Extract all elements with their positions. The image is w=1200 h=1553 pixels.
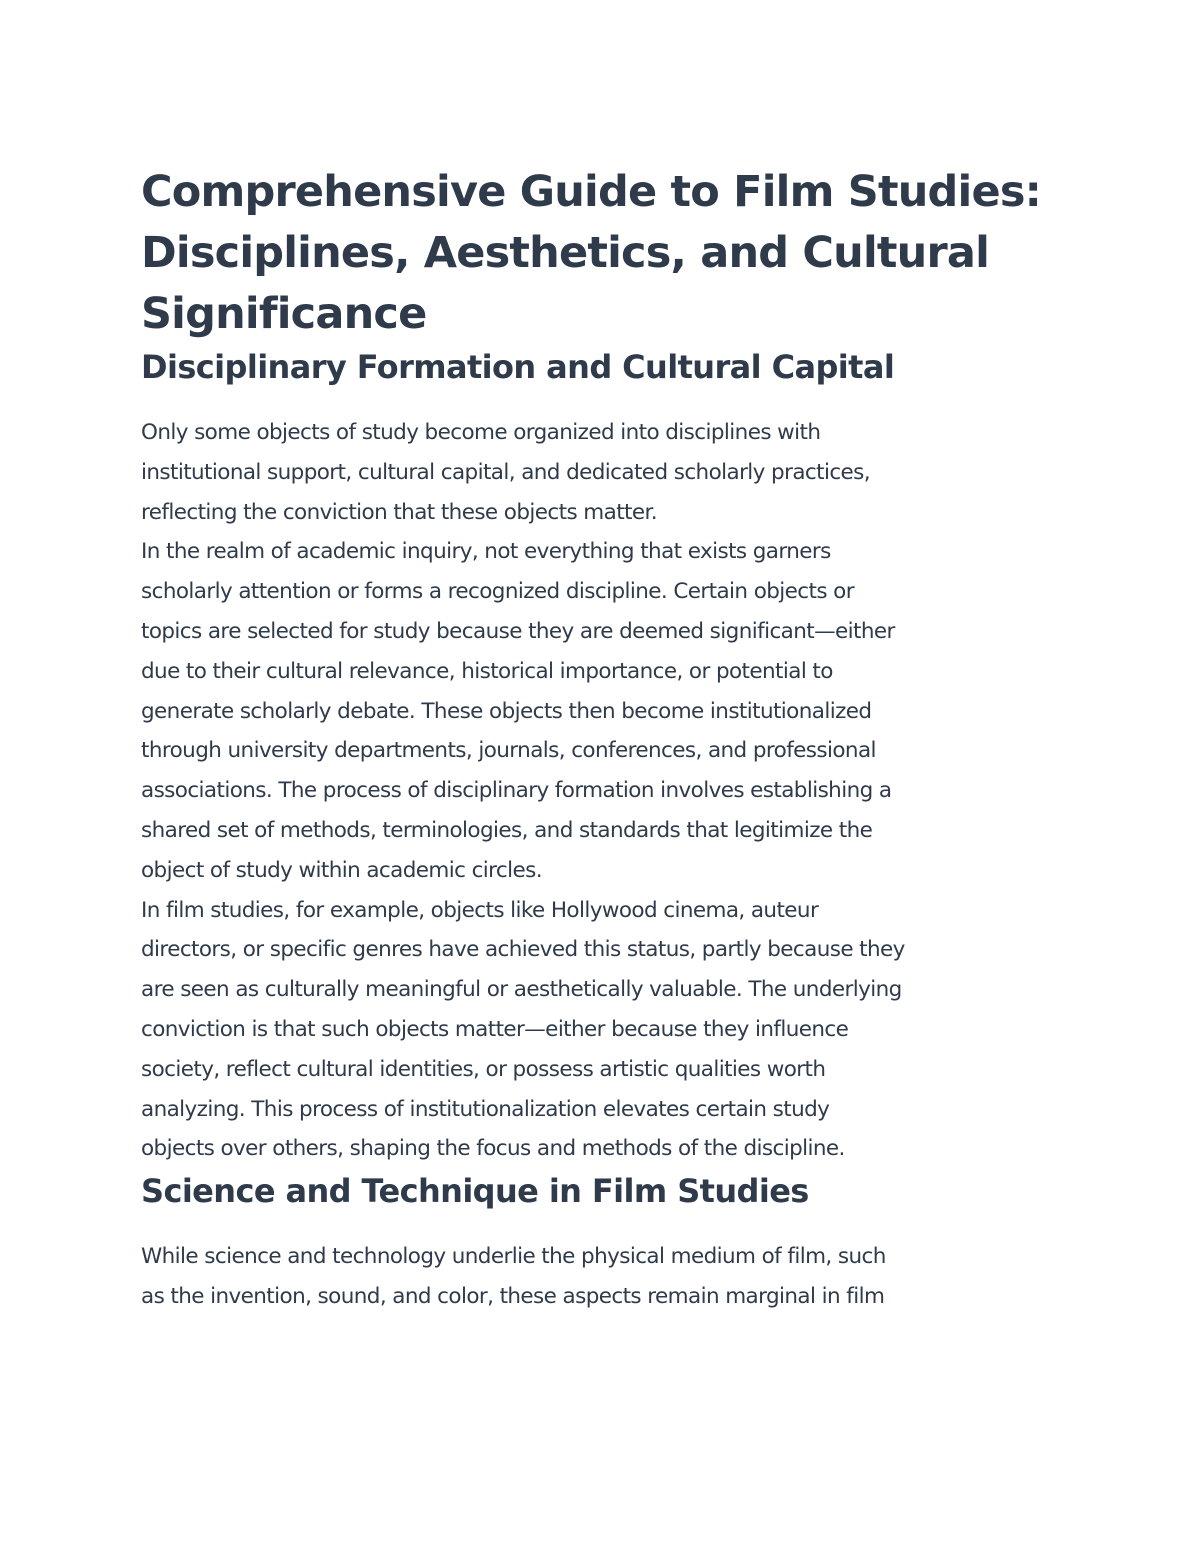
- paragraph: [141, 413, 1066, 532]
- text-line: due to their cultural relevance, historical importance, or potential to: [141, 658, 833, 684]
- text-line: are seen as culturally meaningful or aesthetically valuable. The underlying: [141, 977, 902, 1003]
- document-page: [141, 162, 1066, 1317]
- section-body-science-technique: [141, 1237, 1066, 1317]
- text-line: analyzing. This process of institutionalization elevates certain study: [141, 1096, 830, 1122]
- document-title: Comprehensive Guide to Film Studies: Disciplines, Aesthetics, and Cultural Significance: [141, 167, 1042, 339]
- text-line: society, reflect cultural identities, or possess artistic qualities worth: [141, 1056, 826, 1082]
- text-line: as the invention, sound, and color, these aspects remain marginal in film: [141, 1283, 885, 1309]
- text-line: conviction is that such objects matter—either because they influence: [141, 1016, 849, 1042]
- section-body-disciplinary-formation: [141, 413, 1066, 1169]
- text-line: objects over others, shaping the focus and methods of the discipline.: [141, 1136, 845, 1162]
- paragraph: [141, 1237, 1066, 1317]
- text-line: In the realm of academic inquiry, not everything that exists garners: [141, 539, 831, 565]
- paragraph: [141, 532, 1066, 890]
- text-line: topics are selected for study because they are deemed significant—either: [141, 618, 895, 644]
- paragraph: [141, 891, 1066, 1170]
- text-line: While science and technology underlie the physical medium of film, such: [141, 1244, 886, 1270]
- text-line: Only some objects of study become organized into disciplines with: [141, 420, 821, 445]
- text-line: In film studies, for example, objects like Hollywood cinema, auteur: [141, 897, 819, 923]
- text-line: through university departments, journals, conferences, and professional: [141, 738, 876, 764]
- text-line: associations. The process of disciplinary formation involves establishing a: [141, 778, 892, 804]
- section-heading-science-technique: Science and Technique in Film Studies: [141, 1172, 809, 1211]
- text-line: institutional support, cultural capital, and dedicated scholarly practices,: [141, 459, 871, 485]
- text-line: reflecting the conviction that these objects matter.: [141, 499, 657, 525]
- section-heading-disciplinary-formation: Disciplinary Formation and Cultural Capital: [141, 348, 895, 386]
- text-line: object of study within academic circles.: [141, 857, 542, 883]
- text-line: directors, or specific genres have achieved this status, partly because they: [141, 937, 905, 963]
- text-line: scholarly attention or forms a recognized discipline. Certain objects or: [141, 579, 854, 605]
- text-line: shared set of methods, terminologies, and standards that legitimize the: [141, 817, 873, 843]
- text-line: generate scholarly debate. These objects then become institutionalized: [141, 698, 872, 724]
